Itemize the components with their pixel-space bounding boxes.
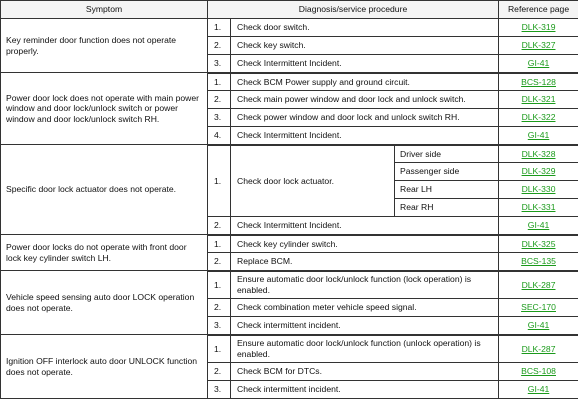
procedure-text: Check door lock actuator. [231,145,395,217]
reference-cell [499,253,578,271]
reference-cell [499,55,578,73]
step-number: 2. [208,37,231,55]
procedure-text: Check power window and door lock and unlock switch RH. [231,109,499,127]
step-number: 2. [208,299,231,317]
step-number: 2. [208,91,231,109]
reference-link[interactable]: DLK-325 [521,238,556,249]
procedure-text: Ensure automatic door lock/unlock function (unlock operation) is enabled. [231,335,499,363]
step-number: 3. [208,109,231,127]
reference-cell [499,145,578,163]
procedure-text: Ensure automatic door lock/unlock function (lock operation) is enabled. [231,271,499,299]
actuator-location: Rear LH [395,181,499,199]
header-procedure: Diagnosis/service procedure [208,1,499,19]
step-number: 4. [208,127,231,145]
procedure-text: Check intermittent incident. [231,381,499,399]
reference-cell [499,335,578,363]
actuator-location: Passenger side [395,163,499,181]
step-number: 3. [208,381,231,399]
reference-link[interactable]: GI-41 [527,130,550,141]
table-row [1,145,578,163]
reference-link[interactable]: BCS-135 [521,256,556,267]
step-number: 2. [208,217,231,235]
step-number: 1. [208,145,231,217]
reference-link[interactable]: BCS-128 [521,76,556,87]
reference-link[interactable]: DLK-319 [521,22,556,33]
reference-cell [499,235,578,253]
symptom-cell: Key reminder door function does not operate properly. [1,19,208,73]
reference-link[interactable]: DLK-287 [521,343,556,354]
actuator-location: Driver side [395,145,499,163]
reference-link[interactable]: BCS-108 [521,366,556,377]
procedure-text: Check Intermittent Incident. [231,217,499,235]
table-row [1,335,578,363]
procedure-text: Check combination meter vehicle speed signal. [231,299,499,317]
procedure-text: Check BCM Power supply and ground circuit. [231,73,499,91]
step-number: 1. [208,19,231,37]
step-number: 1. [208,235,231,253]
reference-cell [499,73,578,91]
step-number: 1. [208,271,231,299]
reference-cell [499,217,578,235]
reference-cell [499,317,578,335]
reference-cell [499,363,578,381]
step-number: 3. [208,55,231,73]
procedure-text: Check BCM for DTCs. [231,363,499,381]
symptom-cell: Power door locks do not operate with front door lock key cylinder switch LH. [1,235,208,271]
reference-cell [499,199,578,217]
step-number: 1. [208,73,231,91]
reference-cell [499,37,578,55]
reference-link[interactable]: DLK-328 [521,148,556,159]
reference-cell [499,299,578,317]
step-number: 2. [208,253,231,271]
reference-link[interactable]: DLK-327 [521,40,556,51]
symptom-cell: Specific door lock actuator does not operate. [1,145,208,235]
reference-link[interactable]: DLK-330 [521,184,556,195]
procedure-text: Check door switch. [231,19,499,37]
procedure-text: Replace BCM. [231,253,499,271]
reference-link[interactable]: DLK-321 [521,94,556,105]
reference-link[interactable]: DLK-331 [521,202,556,213]
actuator-location: Rear RH [395,199,499,217]
step-number: 2. [208,363,231,381]
header-symptom: Symptom [1,1,208,19]
header-row [1,1,578,19]
symptom-cell: Vehicle speed sensing auto door LOCK operation does not operate. [1,271,208,335]
reference-cell [499,109,578,127]
step-number: 3. [208,317,231,335]
reference-link[interactable]: DLK-329 [521,166,556,177]
reference-link[interactable]: GI-41 [527,58,550,69]
symptom-cell: Ignition OFF interlock auto door UNLOCK function does not operate. [1,335,208,399]
reference-cell [499,91,578,109]
table-row [1,73,578,91]
step-number: 1. [208,335,231,363]
table-row [1,235,578,253]
reference-link[interactable]: GI-41 [527,220,550,231]
procedure-text: Check intermittent incident. [231,317,499,335]
reference-cell [499,127,578,145]
symptom-cell: Power door lock does not operate with main power window and door lock/unlock switch or power window and door lock/unlock switch RH. [1,73,208,145]
header-reference: Reference page [499,1,578,19]
reference-link[interactable]: SEC-170 [521,302,556,313]
procedure-text: Check key switch. [231,37,499,55]
reference-link[interactable]: GI-41 [527,384,550,395]
reference-link[interactable]: DLK-287 [521,279,556,290]
procedure-text: Check main power window and door lock and unlock switch. [231,91,499,109]
procedure-text: Check key cylinder switch. [231,235,499,253]
table-row [1,271,578,299]
reference-link[interactable]: DLK-322 [521,112,556,123]
reference-link[interactable]: GI-41 [527,320,550,331]
table-row [1,19,578,37]
reference-cell [499,181,578,199]
procedure-text: Check Intermittent Incident. [231,55,499,73]
procedure-text: Check Intermittent Incident. [231,127,499,145]
reference-cell [499,271,578,299]
reference-cell [499,19,578,37]
reference-cell [499,163,578,181]
reference-cell [499,381,578,399]
